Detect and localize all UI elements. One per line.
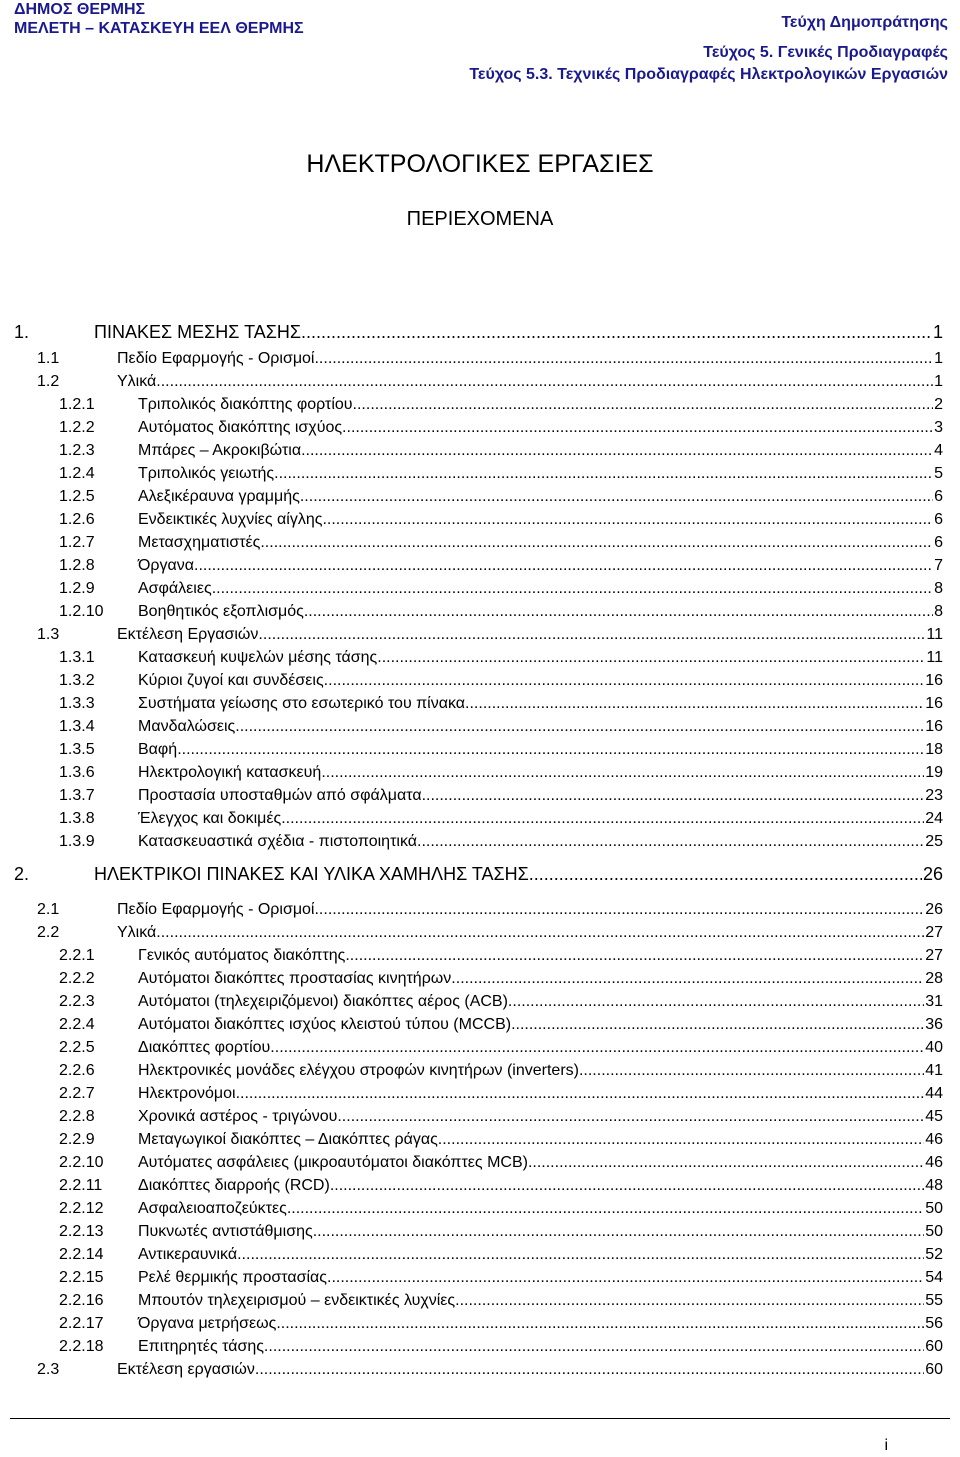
- toc-entry[interactable]: [59, 396, 943, 414]
- toc-entry[interactable]: [59, 993, 943, 1011]
- toc-entry[interactable]: [14, 322, 943, 343]
- toc-entry-title: Ασφάλειες: [138, 580, 212, 597]
- toc-entry-number: 1.2.1: [59, 396, 95, 413]
- toc-entry-page: 46: [925, 1131, 943, 1148]
- toc-entry[interactable]: [59, 787, 943, 805]
- toc-entry-page: 55: [925, 1292, 943, 1309]
- toc-entry-title: Ρελέ θερμικής προστασίας: [138, 1269, 327, 1286]
- toc-entry-number: 1.3.3: [59, 695, 95, 712]
- toc-entry-page: 1: [934, 373, 943, 390]
- toc-entry-number: 2.2.9: [59, 1131, 95, 1148]
- toc-entry[interactable]: [59, 488, 943, 506]
- toc-entry-page: 6: [934, 534, 943, 551]
- toc-dot-leader: [255, 1361, 924, 1379]
- toc-entry-number: 2.2: [37, 924, 60, 941]
- toc-entry[interactable]: [59, 557, 943, 575]
- toc-entry[interactable]: [37, 350, 943, 368]
- toc-dot-leader: [301, 442, 933, 460]
- toc-entry-number: 1.2.10: [59, 603, 104, 620]
- toc-entry-number: 1.3: [37, 626, 60, 643]
- toc-entry-title: Βοηθητικός εξοπλισμός: [138, 603, 304, 620]
- toc-entry[interactable]: [59, 741, 943, 759]
- toc-entry-page: 24: [925, 810, 943, 827]
- toc-entry-page: 48: [925, 1177, 943, 1194]
- toc-entry-title: Τριπολικός διακόπτης φορτίου: [138, 396, 353, 413]
- toc-entry-number: 1.2.8: [59, 557, 95, 574]
- toc-entry[interactable]: [37, 626, 943, 644]
- toc-entry[interactable]: [59, 603, 943, 621]
- toc-entry-page: 2: [934, 396, 943, 413]
- toc-entry-page: 26: [922, 864, 943, 884]
- header-org: ΔΗΜΟΣ ΘΕΡΜΗΣ: [14, 1, 146, 18]
- toc-entry-page: 16: [925, 718, 943, 735]
- page-title: ΗΛΕΚΤΡΟΛΟΓΙΚΕΣ ΕΡΓΑΣΙΕΣ: [306, 150, 654, 178]
- toc-entry-number: 1.2.4: [59, 465, 95, 482]
- toc-entry[interactable]: [59, 695, 943, 713]
- toc-entry-number: 2.2.8: [59, 1108, 95, 1125]
- toc-dot-leader: [177, 741, 924, 759]
- toc-entry-number: 2.2.6: [59, 1062, 95, 1079]
- toc-dot-leader: [276, 1315, 924, 1333]
- toc-entry-page: 27: [925, 947, 943, 964]
- toc-dot-leader: [324, 672, 925, 690]
- toc-entry-number: 2.3: [37, 1361, 60, 1378]
- toc-entry[interactable]: [59, 1016, 943, 1034]
- toc-entry-number: 1.3.6: [59, 764, 95, 781]
- header-line-2: Τεύχος 5. Γενικές Προδιαγραφές: [703, 44, 948, 61]
- toc-entry-number: 2.2.5: [59, 1039, 95, 1056]
- toc-entry-page: 8: [934, 603, 943, 620]
- toc-entry[interactable]: [59, 718, 943, 736]
- toc-entry[interactable]: [59, 1131, 943, 1149]
- toc-dot-leader: [377, 649, 925, 667]
- toc-entry-page: 36: [925, 1016, 943, 1033]
- toc-entry-number: 2.2.18: [59, 1338, 104, 1355]
- toc-entry-page: 52: [925, 1246, 943, 1263]
- toc-entry-page: 25: [925, 833, 943, 850]
- toc-dot-leader: [465, 695, 924, 713]
- toc-entry-title: Υλικά: [117, 924, 157, 941]
- toc-entry[interactable]: [37, 1361, 943, 1379]
- toc-dot-leader: [422, 787, 925, 805]
- toc-entry-title: Υλικά: [117, 373, 157, 390]
- toc-entry[interactable]: [59, 1085, 943, 1103]
- toc-entry-title: ΗΛΕΚΤΡΙΚΟΙ ΠΙΝΑΚΕΣ ΚΑΙ ΥΛΙΚΑ ΧΑΜΗΛΗΣ ΤΑΣΗΣ: [94, 864, 529, 884]
- toc-dot-leader: [579, 1062, 924, 1080]
- toc-dot-leader: [301, 322, 932, 343]
- toc-dot-leader: [337, 1108, 924, 1126]
- toc-dot-leader: [345, 947, 924, 965]
- toc-entry-number: 2.2.3: [59, 993, 95, 1010]
- toc-entry-number: 2.1: [37, 901, 60, 918]
- toc-entry[interactable]: [59, 580, 943, 598]
- footer-divider: [10, 1418, 950, 1419]
- toc-dot-leader: [270, 1039, 924, 1057]
- toc-entry-page: 40: [925, 1039, 943, 1056]
- toc-entry-number: 1.2.2: [59, 419, 95, 436]
- toc-entry-title: Εκτέλεση Εργασιών: [117, 626, 259, 643]
- toc-dot-leader: [529, 864, 922, 885]
- toc-entry-number: 1.3.5: [59, 741, 95, 758]
- toc-dot-leader: [417, 833, 924, 851]
- toc-entry-number: 2.2.2: [59, 970, 95, 987]
- toc-entry-page: 5: [934, 465, 943, 482]
- toc-entry-title: Αυτόματοι διακόπτες ισχύος κλειστού τύπου (MCCB): [138, 1016, 512, 1033]
- toc-entry-title: Κύριοι ζυγοί και συνδέσεις: [138, 672, 324, 689]
- toc-entry-page: 50: [925, 1200, 943, 1217]
- toc-entry[interactable]: [14, 864, 943, 885]
- toc-entry-number: 2.: [14, 864, 30, 884]
- toc-entry[interactable]: [59, 534, 943, 552]
- toc-dot-leader: [327, 1269, 924, 1287]
- toc-dot-leader: [236, 1085, 925, 1103]
- toc-entry-number: 1.2.9: [59, 580, 95, 597]
- toc-entry-number: 1.2.5: [59, 488, 95, 505]
- toc-entry-page: 56: [925, 1315, 943, 1332]
- toc-entry-title: Μανδαλώσεις: [138, 718, 236, 735]
- toc-dot-leader: [314, 901, 924, 919]
- toc-entry-number: 2.2.11: [59, 1177, 103, 1194]
- document-header-left: [14, 0, 304, 38]
- toc-entry-page: 54: [925, 1269, 943, 1286]
- toc-dot-leader: [300, 488, 933, 506]
- toc-entry-number: 1.2.6: [59, 511, 95, 528]
- toc-entry-page: 26: [925, 901, 943, 918]
- toc-entry[interactable]: [37, 901, 943, 919]
- toc-dot-leader: [322, 511, 933, 529]
- toc-entry-title: Μεταγωγικοί διακόπτες – Διακόπτες ράγας: [138, 1131, 438, 1148]
- toc-entry[interactable]: [59, 649, 943, 667]
- toc-entry-number: 1.2.7: [59, 534, 95, 551]
- toc-entry-page: 8: [934, 580, 943, 597]
- toc-dot-leader: [438, 1131, 924, 1149]
- toc-dot-leader: [528, 1154, 924, 1172]
- toc-dot-leader: [212, 580, 933, 598]
- toc-entry-title: Αλεξικέραυνα γραμμής: [138, 488, 300, 505]
- toc-entry-page: 4: [934, 442, 943, 459]
- toc-entry-number: 2.2.14: [59, 1246, 104, 1263]
- toc-entry-page: 6: [934, 511, 943, 528]
- toc-entry[interactable]: [59, 1062, 943, 1080]
- toc-dot-leader: [455, 1292, 924, 1310]
- toc-entry-title: Αυτόματος διακόπτης ισχύος: [138, 419, 343, 436]
- toc-entry-page: 19: [925, 764, 943, 781]
- toc-entry-title: Ηλεκτρονόμοι: [138, 1085, 236, 1102]
- toc-dot-leader: [156, 373, 933, 391]
- toc-dot-leader: [353, 396, 934, 414]
- toc-entry-title: Πυκνωτές αντιστάθμισης: [138, 1223, 313, 1240]
- toc-entry-page: 18: [925, 741, 943, 758]
- toc-entry-title: Εκτέλεση εργασιών: [117, 1361, 255, 1378]
- toc-dot-leader: [313, 1223, 925, 1241]
- toc-entry-page: 16: [925, 695, 943, 712]
- toc-entry-title: Βαφή: [138, 741, 178, 758]
- document-header-right: [469, 12, 948, 86]
- toc-entry-page: 44: [925, 1085, 943, 1102]
- toc-entry-title: Επιτηρητές τάσης: [138, 1338, 264, 1355]
- toc-entry-page: 3: [934, 419, 943, 436]
- toc-entry[interactable]: [59, 1154, 943, 1172]
- toc-entry-title: Κατασκευή κυψελών μέσης τάσης: [138, 649, 378, 666]
- toc-entry-title: Πεδίο Εφαρμογής - Ορισμοί: [117, 901, 315, 918]
- toc-dot-leader: [508, 993, 924, 1011]
- toc-dot-leader: [511, 1016, 924, 1034]
- toc-entry-number: 1.3.9: [59, 833, 95, 850]
- toc-dot-leader: [451, 970, 924, 988]
- toc-entry[interactable]: [59, 1315, 943, 1333]
- toc-entry-page: 23: [925, 787, 943, 804]
- toc-entry[interactable]: [59, 1177, 943, 1195]
- toc-entry-title: Μπουτόν τηλεχειρισμού – ενδεικτικές λυχνίες: [138, 1292, 456, 1309]
- toc-entry[interactable]: [59, 1246, 943, 1264]
- toc-entry[interactable]: [59, 672, 943, 690]
- toc-entry-number: 1.3.7: [59, 787, 95, 804]
- toc-entry[interactable]: [59, 1338, 943, 1356]
- toc-entry[interactable]: [59, 1108, 943, 1126]
- toc-entry-number: 2.2.17: [59, 1315, 104, 1332]
- header-line-3: Τεύχος 5.3. Τεχνικές Προδιαγραφές Ηλεκτρολογικών Εργασιών: [469, 66, 948, 83]
- toc-entry[interactable]: [59, 1200, 943, 1218]
- header-line-1: Τεύχη Δημοπράτησης: [781, 14, 948, 31]
- toc-entry-title: Αυτόματες ασφάλειες (μικροαυτόματοι διακόπτες MCB): [138, 1154, 528, 1171]
- toc-entry[interactable]: [59, 1223, 943, 1241]
- toc-entry-page: 46: [925, 1154, 943, 1171]
- toc-entry-title: Ασφαλειοαποζεύκτες: [138, 1200, 287, 1217]
- toc-entry-page: 60: [925, 1338, 943, 1355]
- toc-entry-title: Αντικεραυνικά: [138, 1246, 238, 1263]
- toc-dot-leader: [314, 350, 933, 368]
- toc-entry[interactable]: [59, 1039, 943, 1057]
- toc-entry-title: Χρονικά αστέρος - τριγώνου: [138, 1108, 338, 1125]
- toc-entry-title: Όργανα μετρήσεως: [138, 1315, 277, 1332]
- toc-entry-page: 7: [934, 557, 943, 574]
- toc-dot-leader: [330, 1177, 924, 1195]
- toc-entry-title: Πεδίο Εφαρμογής - Ορισμοί: [117, 350, 315, 367]
- toc-entry-title: Ηλεκτρονικές μονάδες ελέγχου στροφών κινητήρων (inverters): [138, 1062, 579, 1079]
- toc-entry-page: 1: [932, 322, 943, 342]
- toc-dot-leader: [274, 465, 933, 483]
- toc-entry-title: Τριπολικός γειωτής: [138, 465, 275, 482]
- toc-entry-number: 1.3.2: [59, 672, 95, 689]
- toc-dot-leader: [237, 1246, 924, 1264]
- toc-entry-page: 16: [925, 672, 943, 689]
- toc-entry-number: 2.2.10: [59, 1154, 104, 1171]
- toc-entry-title: Μετασχηματιστές: [138, 534, 261, 551]
- toc-entry[interactable]: [59, 764, 943, 782]
- toc-entry-page: 11: [926, 626, 943, 643]
- page-number: i: [884, 1437, 888, 1454]
- toc-entry-page: 27: [925, 924, 943, 941]
- toc-dot-leader: [258, 626, 925, 644]
- toc-entry[interactable]: [59, 465, 943, 483]
- toc-entry[interactable]: [59, 442, 943, 460]
- toc-entry-title: Όργανα: [138, 557, 194, 574]
- toc-entry-title: Ηλεκτρολογική κατασκευή: [138, 764, 322, 781]
- toc-entry[interactable]: [59, 511, 943, 529]
- toc-entry-title: Μπάρες – Ακροκιβώτια: [138, 442, 302, 459]
- toc-dot-leader: [264, 1338, 924, 1356]
- toc-entry-page: 11: [926, 649, 943, 666]
- toc-entry-number: 2.2.12: [59, 1200, 104, 1217]
- toc-dot-leader: [156, 924, 924, 942]
- toc-entry-title: Ενδεικτικές λυχνίες αίγλης: [138, 511, 323, 528]
- toc-dot-leader: [342, 419, 933, 437]
- toc-entry[interactable]: [59, 810, 943, 828]
- toc-entry-page: 50: [925, 1223, 943, 1240]
- toc-entry-number: 1.3.4: [59, 718, 95, 735]
- toc-entry[interactable]: [59, 1269, 943, 1287]
- toc-entry[interactable]: [37, 373, 943, 391]
- toc-entry[interactable]: [59, 1292, 943, 1310]
- toc-entry-number: 2.2.7: [59, 1085, 95, 1102]
- toc-entry-number: 1.1: [37, 350, 60, 367]
- toc-entry[interactable]: [59, 970, 943, 988]
- toc-entry[interactable]: [59, 947, 943, 965]
- toc-entry-title: Έλεγχος και δοκιμές: [138, 810, 282, 827]
- toc-entry[interactable]: [37, 924, 943, 942]
- toc-dot-leader: [287, 1200, 924, 1218]
- toc-entry-title: Γενικός αυτόματος διακόπτης: [138, 947, 346, 964]
- toc-entry-number: 2.2.1: [59, 947, 95, 964]
- toc-entry-title: Αυτόματοι διακόπτες προστασίας κινητήρων: [138, 970, 452, 987]
- toc-entry-title: ΠΙΝΑΚΕΣ ΜΕΣΗΣ ΤΑΣΗΣ: [94, 322, 301, 342]
- toc-entry-page: 1: [934, 350, 943, 367]
- toc-dot-leader: [321, 764, 924, 782]
- toc-entry-number: 1.3.8: [59, 810, 95, 827]
- toc-entry-title: Προστασία υποσταθμών από σφάλματα: [138, 787, 422, 804]
- toc-entry-title: Διακόπτες διαρροής (RCD): [138, 1177, 330, 1194]
- toc-entry-number: 1.: [14, 322, 30, 342]
- toc-dot-leader: [235, 718, 924, 736]
- toc-entry-title: Συστήματα γείωσης στο εσωτερικό του πίνακα: [138, 695, 466, 712]
- toc-entry[interactable]: [59, 419, 943, 437]
- toc-entry-number: 1.2.3: [59, 442, 95, 459]
- toc-entry-title: Κατασκευαστικά σχέδια - πιστοποιητικά: [138, 833, 417, 850]
- toc-entry-page: 6: [934, 488, 943, 505]
- toc-entry-number: 2.2.15: [59, 1269, 104, 1286]
- toc-entry-number: 2.2.16: [59, 1292, 104, 1309]
- contents-heading: ΠΕΡΙΕΧΟΜΕΝΑ: [406, 208, 554, 230]
- toc-entry-page: 28: [925, 970, 943, 987]
- header-project: ΜΕΛΕΤΗ – ΚΑΤΑΣΚΕΥΗ ΕΕΛ ΘΕΡΜΗΣ: [14, 20, 304, 37]
- toc-entry-number: 1.2: [37, 373, 60, 390]
- toc-entry-page: 41: [925, 1062, 943, 1079]
- toc-dot-leader: [304, 603, 933, 621]
- toc-entry-number: 2.2.13: [59, 1223, 104, 1240]
- toc-entry-title: Διακόπτες φορτίου: [138, 1039, 271, 1056]
- toc-entry-page: 60: [925, 1361, 943, 1378]
- toc-entry-page: 31: [925, 993, 943, 1010]
- toc-entry-number: 1.3.1: [59, 649, 95, 666]
- toc-dot-leader: [281, 810, 924, 828]
- toc-entry-title: Αυτόματοι (τηλεχειριζόμενοι) διακόπτες αέρος (ACB): [138, 993, 508, 1010]
- toc-entry[interactable]: [59, 833, 943, 851]
- toc-entry-page: 45: [925, 1108, 943, 1125]
- toc-entry-number: 2.2.4: [59, 1016, 95, 1033]
- toc-dot-leader: [260, 534, 933, 552]
- toc-dot-leader: [194, 557, 933, 575]
